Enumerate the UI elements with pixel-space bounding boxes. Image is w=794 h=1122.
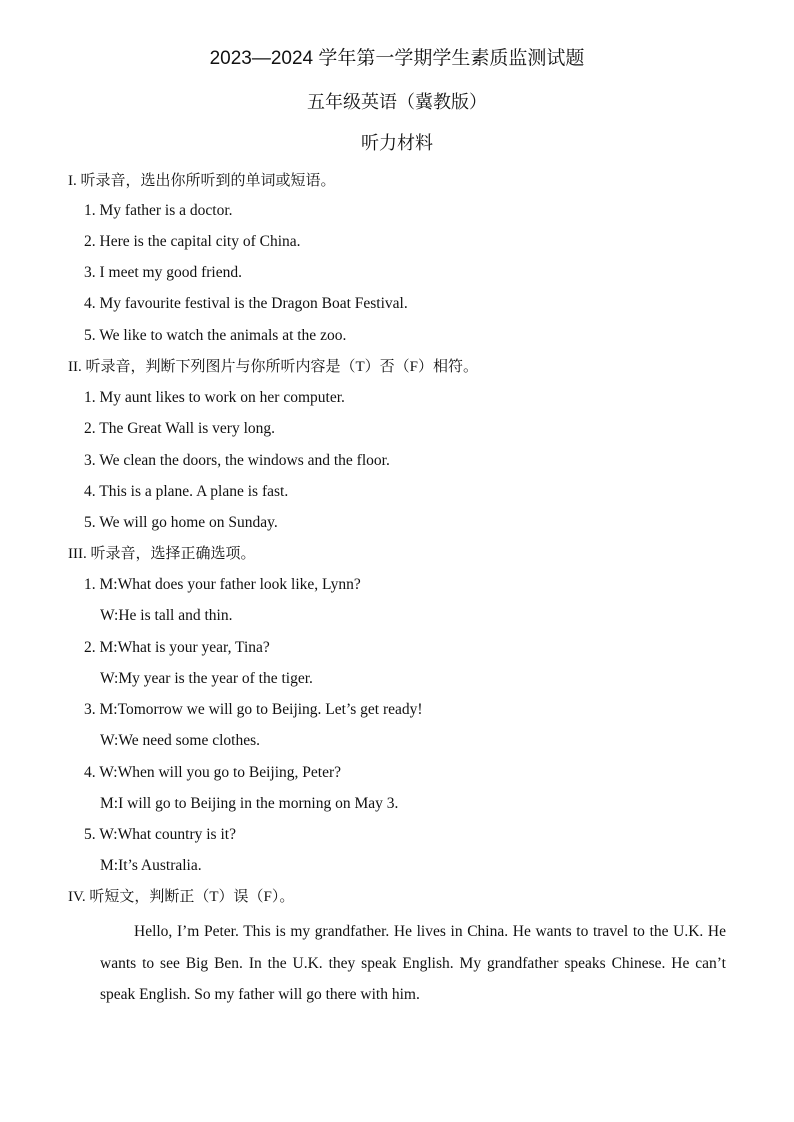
section-3-question-1: 1. M:What does your father look like, Lynn?	[84, 576, 361, 593]
section-3-answer-3: W:We need some clothes.	[100, 732, 261, 749]
section-2-item-5: 5. We will go home on Sunday.	[84, 514, 278, 531]
section-3-answer-2: W:My year is the year of the tiger.	[100, 670, 313, 687]
section-3-heading: III. 听录音，选择正确选项。	[68, 546, 256, 562]
section-3-question-4: 4. W:When will you go to Beijing, Peter?	[84, 764, 341, 781]
section-3-answer-5: M:It’s Australia.	[100, 857, 202, 874]
section-1-heading: I. 听录音，选出你所听到的单词或短语。	[68, 173, 336, 189]
section-2-item-2: 2. The Great Wall is very long.	[84, 420, 276, 437]
section-3-question-2: 2. M:What is your year, Tina?	[84, 639, 270, 656]
section-1-item-5: 5. We like to watch the animals at the zoo.	[84, 327, 347, 344]
section-4-heading: IV. 听短文，判断正（T）误（F）。	[68, 889, 295, 905]
section-1-item-4: 4. My favourite festival is the Dragon Boat Festival.	[84, 295, 408, 312]
section-4-passage: Hello, I’m Peter. This is my grandfather. He lives in China. He wants to travel to the U.K. He wants to see Big Ben. In the U.K. they speak English. My grandfather speaks Chinese. He can’t speak English. So my father will go there with him.	[100, 923, 726, 1003]
section-2-item-3: 3. We clean the doors, the windows and the floor.	[84, 452, 390, 469]
section-3-answer-1: W:He is tall and thin.	[100, 607, 233, 624]
section-2-item-4: 4. This is a plane. A plane is fast.	[84, 483, 289, 500]
section-2-item-1: 1. My aunt likes to work on her computer.	[84, 389, 345, 406]
section-3-answer-4: M:I will go to Beijing in the morning on May 3.	[100, 795, 399, 812]
document-title: 2023—2024 学年第一学期学生素质监测试题	[209, 48, 585, 69]
document-subtitle: 五年级英语（冀教版）	[307, 92, 487, 112]
section-1-item-1: 1. My father is a doctor.	[84, 202, 233, 219]
section-2-heading: II. 听录音，判断下列图片与你所听内容是（T）否（F）相符。	[68, 359, 478, 375]
section-3-question-3: 3. M:Tomorrow we will go to Beijing. Let’s get ready!	[84, 701, 423, 718]
section-1-item-3: 3. I meet my good friend.	[84, 264, 242, 281]
listening-material-heading: 听力材料	[361, 133, 433, 153]
section-1-item-2: 2. Here is the capital city of China.	[84, 233, 301, 250]
section-3-question-5: 5. W:What country is it?	[84, 826, 236, 843]
